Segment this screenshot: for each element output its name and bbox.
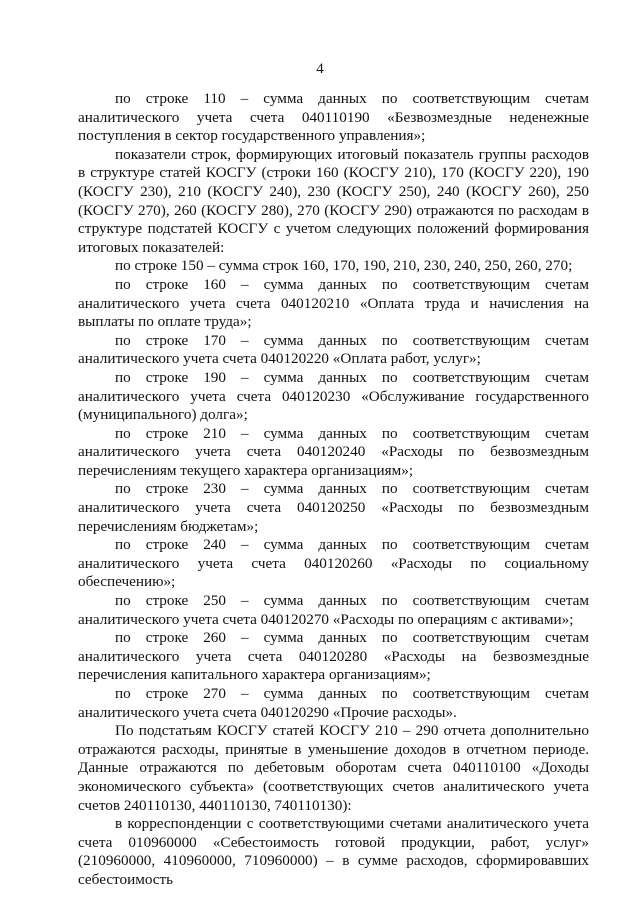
page-number: 4 [316,61,324,77]
paragraph-line-270: по строке 270 – сумма данных по соответствующим счетам аналитического учета счета 040120290 «Прочие расходы». [78,685,589,721]
paragraph-line-260: по строке 260 – сумма данных по соответствующим счетам аналитического учета счета 040120280 «Расходы на безвозмездные перечисления капитального характера организациям»; [78,629,589,684]
paragraph-line-160: по строке 160 – сумма данных по соответствующим счетам аналитического учета счета 040120210 «Оплата труда и начисления на выплаты по оплате труда»; [78,275,589,331]
paragraph-line-240: по строке 240 – сумма данных по соответствующим счетам аналитического учета счета 040120260 «Расходы по социальному обеспечению»; [78,536,589,591]
paragraph-line-230: по строке 230 – сумма данных по соответствующим счетам аналитического учета счета 040120250 «Расходы по безвозмездным перечислениям бюджетам»; [78,480,589,535]
paragraph-line-170: по строке 170 – сумма данных по соответствующим счетам аналитического учета счета 040120220 «Оплата работ, услуг»; [78,331,589,368]
paragraph-line-190: по строке 190 – сумма данных по соответствующим счетам аналитического учета счета 040120230 «Обслуживание государственного (муниципального) долга»; [78,368,589,424]
paragraph-correspondence: в корреспонденции с соответствующими счетами аналитического учета счета 010960000 «Себестоимость готовой продукции, работ, услуг» (210960000, 410960000, 710960000) – в сумме расходов, сформировавших себестоимость [78,815,589,888]
paragraph-line-210: по строке 210 – сумма данных по соответствующим счетам аналитического учета счета 040120240 «Расходы по безвозмездным перечислениям текущего характера организациям»; [78,424,589,479]
paragraph-line-250: по строке 250 – сумма данных по соответствующим счетам аналитического учета счета 040120270 «Расходы по операциям с активами»; [78,592,589,628]
paragraph-expense-indicators: показатели строк, формирующих итоговый показатель группы расходов в структуре статей КОСГУ (строки 160 (КОСГУ 210), 170 (КОСГУ 220), 190 (КОСГУ 230), 210 (КОСГУ 240), 230 (КОСГУ 250), 240 (КОСГУ 260), 250 (КОСГУ 270), 260 (КОСГУ 280), 270 (КОСГУ 290) отражаются по расходам в структуре подстатей КОСГУ с учетом следующих положений формирования итоговых показателей: [78,145,589,256]
paragraph-subarticles-kosgu: По подстатьям КОСГУ статей КОСГУ 210 – 290 отчета дополнительно отражаются расходы, принятые в уменьшение доходов в отчетном периоде. Данные отражаются по дебетовым оборотам счета 040110100 «Доходы экономического субъекта» (соответствующих счетов аналитического учета счетов 240110130, 440110130, 740110130): [78,722,589,814]
document-body [78,90,589,890]
paragraph-line-150: по строке 150 – сумма строк 160, 170, 190, 210, 230, 240, 250, 260, 270; [115,257,573,275]
paragraph-line-110: по строке 110 – сумма данных по соответствующим счетам аналитического учета счета 040110190 «Безвозмездные неденежные поступления в сектор государственного управления»; [78,90,589,145]
